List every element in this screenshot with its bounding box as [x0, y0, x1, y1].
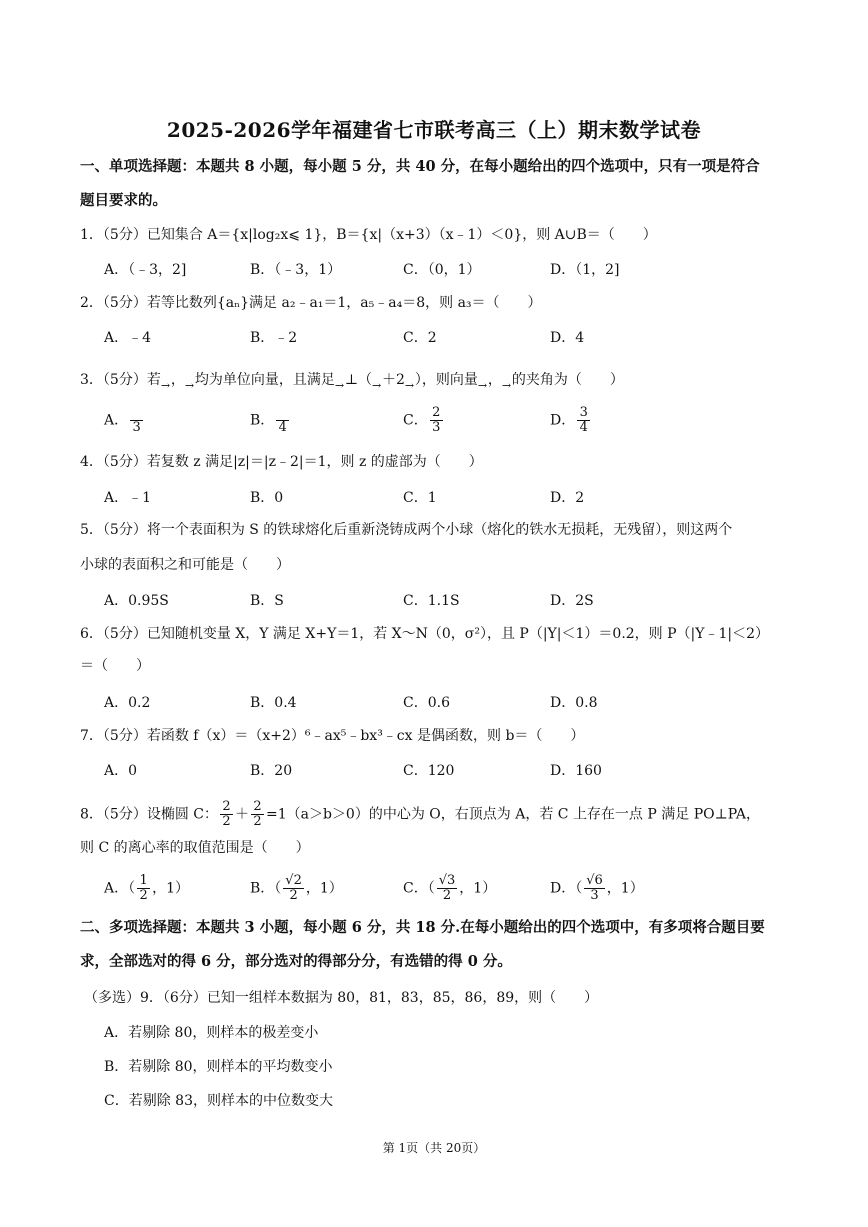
q1-option-a: A．（﹣3，2] — [104, 262, 187, 278]
question-3-stem: 3．（5分）若 ， 均为单位向量，且满足 ⊥（ ＋2 ），则向量 ， 的夹角为（ ） — [80, 372, 624, 388]
q4-option-c: C．1 — [403, 490, 437, 506]
page-title: 2025-2026学年福建省七市联考高三（上）期末数学试卷 — [166, 118, 702, 142]
section1-line2: 题目要求的。 — [80, 192, 167, 209]
question-8-options — [104, 874, 784, 910]
ellipse-term-x: $\frac{2}{2}$ — [220, 800, 233, 829]
question-1-options — [104, 259, 784, 281]
question-1-stem: 1．（5分）已知集合 A＝{x|log₂x⩽ 1}，B＝{x|（x+3）（x﹣1）＜0}，则 A∪B＝（ ） — [80, 227, 657, 243]
q6-option-b: B．0.4 — [250, 695, 297, 711]
question-6-stem-line2: ＝（ ） — [80, 658, 150, 674]
q7-option-b: B．20 — [250, 763, 293, 779]
section2-heading — [80, 911, 800, 979]
section2-line2: 求，全部选对的得 6 分，部分选对的得部分分，有选错的得 0 分。 — [80, 953, 512, 970]
section2-line1: 二、多项选择题：本题共 3 小题，每小题 6 分，共 18 分.在每小题给出的四个选项中，有多项将合题目要 — [80, 919, 765, 936]
q9-option-a: A．若剔除 80，则样本的极差变小 — [104, 1025, 319, 1041]
q4-option-d: D．2 — [550, 490, 585, 506]
q7-option-c: C．120 — [403, 763, 455, 779]
question-9-stem: （多选）9．（6分）已知一组样本数据为 80，81，83，85，86，89，则（ ） — [84, 990, 599, 1006]
q3-option-c: C． $\frac{2}{3}$ — [403, 406, 445, 435]
q6-option-c: C．0.6 — [403, 695, 450, 711]
q4-option-a: A．﹣1 — [104, 490, 152, 506]
q1-option-d: D．（1，2] — [550, 262, 620, 278]
question-4-stem: 4．（5分）若复数 z 满足|z|＝|z﹣2|＝1，则 z 的虚部为（ ） — [80, 454, 483, 470]
q5-option-a: A．0.95S — [104, 593, 169, 609]
question-6-options — [104, 692, 784, 714]
question-2-options — [104, 327, 784, 349]
q3-option-a: A． 3 — [104, 406, 145, 435]
q4-option-b: B．0 — [250, 490, 284, 506]
question-2-stem: 2．（5分）若等比数列{aₙ}满足 a₂﹣a₁＝1，a₅﹣a₄＝8，则 a₃＝（ ） — [80, 295, 542, 311]
question-3-options — [104, 406, 784, 442]
q6-option-d: D．0.8 — [550, 695, 598, 711]
q3-option-b: B． 4 — [250, 406, 291, 435]
q9-option-c: C．若剔除 83，则样本的中位数变大 — [104, 1093, 333, 1109]
q6-option-a: A．0.2 — [104, 695, 151, 711]
q5-option-d: D．2S — [550, 593, 594, 609]
q3-option-d: D． $\frac{3}{4}$ — [550, 406, 592, 435]
q8-option-b: B．（ $\frac{√2}{2}$ ，1） — [250, 873, 343, 903]
question-5-stem-line2: 小球的表面积之和可能是（ ） — [80, 557, 290, 573]
question-4-options — [104, 487, 784, 509]
question-6-stem-line1: 6．（5分）已知随机变量 X，Y 满足 X+Y＝1，若 X～N（0，σ²），且 P（|Y|＜1）＝0.2，则 P（|Y﹣1|＜2） — [80, 626, 770, 642]
q9-option-b: B．若剔除 80，则样本的平均数变小 — [104, 1059, 333, 1075]
q2-option-b: B．﹣2 — [250, 330, 298, 346]
question-8-stem-line1: 8．（5分）设椭圆 C： $\frac{2}{2}$ ＋ $\frac{2}{2}$ =1（a＞b＞0）的中心为 O，右顶点为 A，若 C 上存在一点 P 满足 PO⊥PA， — [80, 799, 761, 829]
q5-option-b: B．S — [250, 593, 284, 609]
q1-option-c: C．（0，1） — [403, 262, 481, 278]
section1-line1: 一、单项选择题：本题共 8 小题，每小题 5 分，共 40 分，在每小题给出的四个选项中，只有一项是符合 — [80, 158, 760, 175]
q7-option-d: D．160 — [550, 763, 602, 779]
q2-option-c: C．2 — [403, 330, 437, 346]
q2-option-d: D．4 — [550, 330, 585, 346]
q1-option-b: B．（﹣3，1） — [250, 262, 342, 278]
section1-heading — [80, 150, 800, 218]
q8-option-d: D．（ $\frac{√6}{3}$ ，1） — [550, 873, 644, 903]
question-5-options — [104, 590, 784, 612]
q2-option-a: A．﹣4 — [104, 330, 152, 346]
q8-option-a: A．（ $\frac{1}{2}$ ，1） — [104, 873, 190, 903]
question-5-stem-line1: 5．（5分）将一个表面积为 S 的铁球熔化后重新浇铸成两个小球（熔化的铁水无损耗，无残留），则这两个 — [80, 522, 733, 538]
question-7-options — [104, 760, 784, 782]
q5-option-c: C．1.1S — [403, 593, 460, 609]
page-footer: 第 1页（共 20页） — [382, 1141, 486, 1155]
ellipse-term-y: $\frac{2}{2}$ — [251, 800, 264, 829]
q8-option-c: C．（ $\frac{√3}{2}$ ，1） — [403, 873, 497, 903]
question-7-stem: 7．（5分）若函数 f（x）＝（x+2）⁶﹣ax⁵﹣bx³﹣cx 是偶函数，则 b＝（ ） — [80, 728, 585, 744]
question-8-stem-line2: 则 C 的离心率的取值范围是（ ） — [80, 840, 310, 856]
q7-option-a: A．0 — [104, 763, 138, 779]
